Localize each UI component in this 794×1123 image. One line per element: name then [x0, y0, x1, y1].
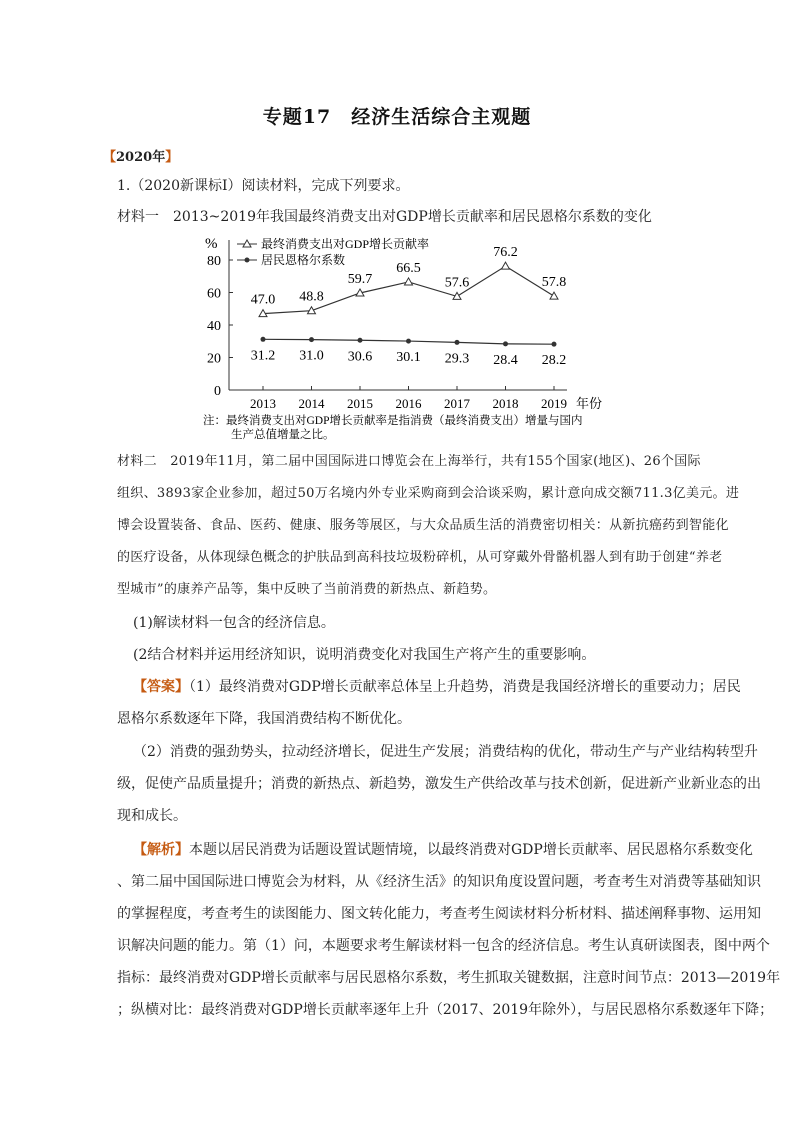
year-label: 2020年: [116, 150, 166, 165]
x-tick-label: 2014: [298, 396, 325, 411]
page-title: 专题17 经济生活综合主观题: [262, 106, 532, 128]
data-label-engel: 30.6: [347, 349, 373, 365]
year-heading: 【2020年】: [103, 150, 179, 165]
material2-line: 的医疗设备，从体现绿色概念的护肤品到高科技垃圾粉碎机，从可穿戴外骨骼机器人到有助于创建“养老: [117, 550, 723, 565]
data-label-engel: 31.2: [250, 348, 276, 364]
y-tick-label: 0: [214, 384, 221, 399]
analysis-line: ；纵横对比：最终消费对GDP增长贡献率逐年上升（2017、2019年除外），与居民恩格尔系数逐年下降；: [117, 1002, 774, 1018]
data-label-engel: 30.1: [396, 350, 421, 366]
x-axis-label: 年份: [576, 396, 603, 411]
data-point-engel: [309, 337, 314, 342]
analysis-label: 【解析】: [133, 842, 189, 858]
y-tick-label: 80: [207, 254, 221, 269]
data-point-engel: [406, 339, 411, 344]
analysis-line: 的掌握程度，考查考生的读图能力、图文转化能力，考查考生阅读材料分析材料、描述阐释事物、运用知: [117, 906, 761, 922]
legend-marker-engel: [245, 258, 250, 263]
analysis-line: 识解决问题的能力。第（1）问，本题要求考生解读材料一包含的经济信息。考生认真研读图表，图中两个: [117, 938, 770, 954]
data-label-consumption: 57.8: [541, 275, 567, 291]
data-point-engel: [261, 337, 266, 342]
y-axis-unit: %: [205, 236, 218, 252]
y-tick-label: 60: [207, 286, 221, 302]
question-2: (2结合材料并运用经济知识，说明消费变化对我国生产将产生的重要影响。: [133, 647, 596, 663]
material2-line: 博会设置装备、食品、医药、健康、服务等展区，与大众品质生活的消费密切相关：从新抗癌药到智能化: [117, 518, 729, 533]
y-tick-label: 40: [207, 319, 221, 334]
data-point-consumption: [550, 292, 558, 299]
legend-label-engel: 居民恩格尔系数: [261, 253, 346, 267]
analysis-line: 、第二届中国国际进口博览会为材料，从《经济生活》的知识角度设置问题，考查考生对消费等基础知识: [117, 874, 761, 890]
answer-label: 【答案】: [133, 679, 189, 695]
x-tick-label: 2016: [395, 396, 422, 411]
data-point-engel: [358, 338, 363, 343]
material2-line: 材料二 2019年11月，第二届中国国际进口博览会在上海举行，共有155个国家(地区)、26个国际: [117, 454, 701, 469]
data-label-engel: 29.3: [444, 351, 470, 367]
answer-line: [133, 677, 741, 697]
data-label-engel: 31.0: [299, 348, 324, 364]
answer-line: 现和成长。: [117, 808, 187, 824]
data-label-consumption: 48.8: [299, 289, 324, 305]
analysis-line: 指标：最终消费对GDP增长贡献率与居民恩格尔系数，考生抓取关键数据，注意时间节点：2013—2019年: [117, 970, 781, 986]
question-1: (1)解读材料一包含的经济信息。: [133, 615, 335, 631]
x-tick-label: 2013: [250, 396, 276, 411]
answer-text: （1）最终消费对GDP增长贡献率总体呈上升趋势，消费是我国经济增长的重要动力；居民: [189, 679, 741, 695]
data-label-consumption: 57.6: [444, 275, 470, 291]
analysis-line: [133, 840, 753, 860]
analysis-text: 本题以居民消费为话题设置试题情境，以最终消费对GDP增长贡献率、居民恩格尔系数变化: [189, 842, 753, 858]
data-label-consumption: 66.5: [396, 260, 421, 276]
answer-line: 恩格尔系数逐年下降，我国消费结构不断优化。: [117, 711, 411, 727]
data-label-consumption: 47.0: [250, 292, 276, 308]
y-tick-label: 20: [207, 351, 221, 367]
x-tick-label: 2015: [347, 396, 373, 411]
data-point-engel: [503, 341, 508, 346]
data-point-consumption: [405, 278, 413, 285]
material1-heading: 材料一 2013~2019年我国最终消费支出对GDP增长贡献率和居民恩格尔系数的变化: [117, 209, 652, 225]
line-chart: [195, 232, 615, 442]
x-tick-label: 2019: [541, 396, 567, 411]
x-tick-label: 2018: [492, 396, 519, 411]
legend-label-consumption: 最终消费支出对GDP增长贡献率: [261, 237, 430, 251]
material2-line: 组织、3893家企业参加，超过50万名境内外专业采购商到会洽谈采购，累计意向成交额711.3亿美元。进: [117, 486, 740, 501]
answer-line: 级，促使产品质量提升；消费的新热点、新趋势，激发生产供给改革与技术创新，促进新产业新业态的出: [117, 776, 761, 792]
data-label-engel: 28.2: [541, 353, 567, 369]
data-label-consumption: 59.7: [347, 271, 373, 287]
data-label-consumption: 76.2: [493, 245, 518, 261]
data-point-engel: [552, 342, 557, 347]
data-label-engel: 28.4: [493, 352, 518, 368]
question-intro: 1.（2020新课标Ⅰ）阅读材料，完成下列要求。: [117, 178, 410, 194]
material2-line: 型城市”的康养产品等，集中反映了当前消费的新热点、新趋势。: [117, 582, 497, 597]
chart-note: 生产总值增量之比。: [231, 429, 335, 441]
data-point-consumption: [502, 262, 510, 269]
data-point-engel: [455, 340, 460, 345]
x-tick-label: 2017: [444, 396, 470, 411]
chart-note: 注：最终消费支出对GDP增长贡献率是指消费（最终消费支出）增量与国内: [203, 415, 583, 427]
answer-line: （2）消费的强劲势头，拉动经济增长，促进生产发展；消费结构的优化，带动生产与产业结构转型升: [133, 744, 758, 760]
